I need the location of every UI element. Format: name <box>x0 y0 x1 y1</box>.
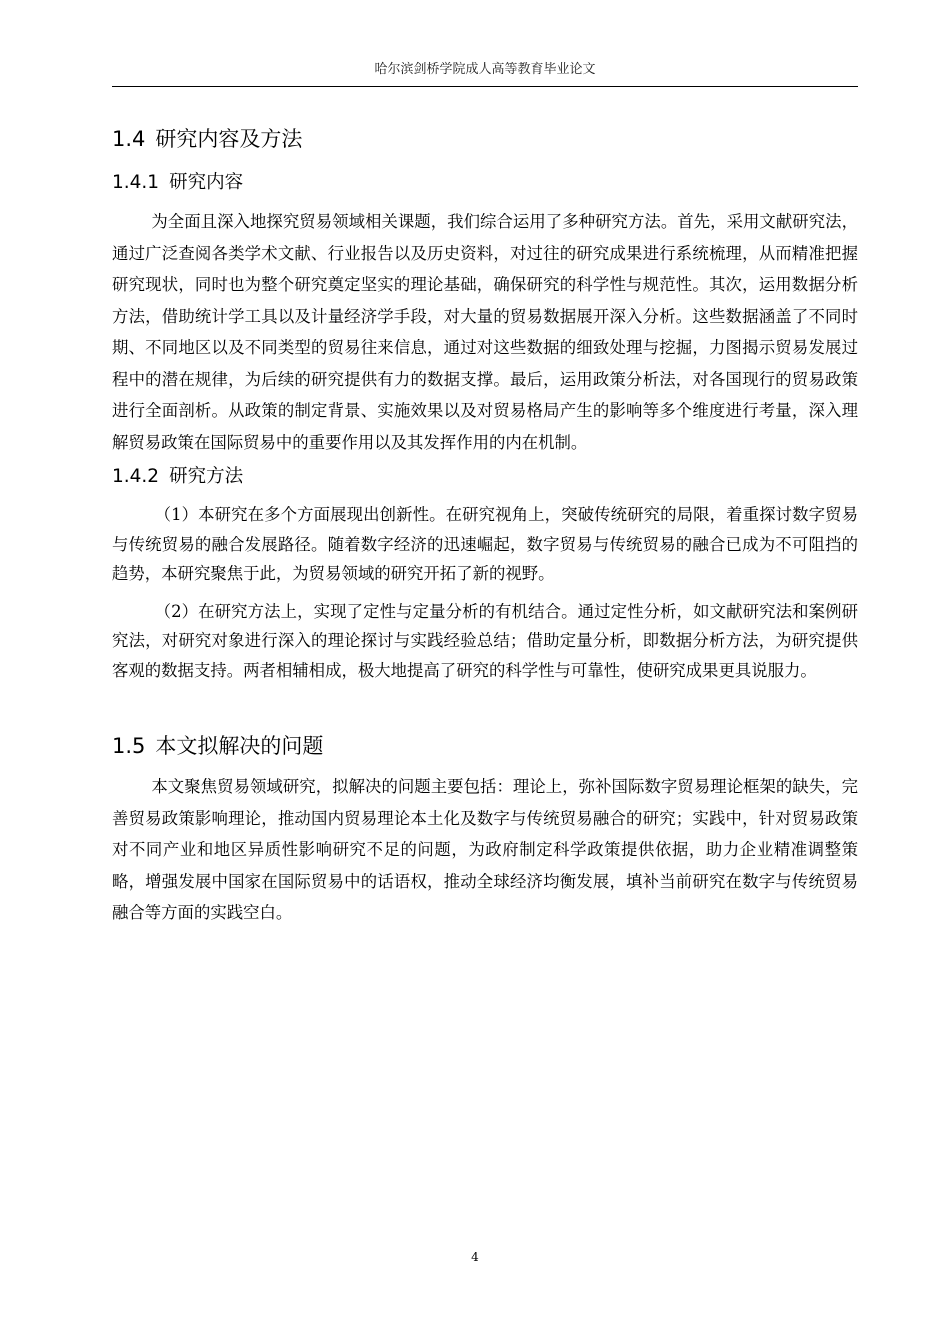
section-heading-1-5 <box>112 725 858 767</box>
section-number: 1.4 <box>112 127 146 151</box>
paragraph-method-1: （1）本研究在多个方面展现出创新性。在研究视角上，突破传统研究的局限，着重探讨数字贸易与传统贸易的融合发展路径。随着数字经济的迅速崛起，数字贸易与传统贸易的融合已成为不可阻挡的趋势，本研究聚焦于此，为贸易领域的研究开拓了新的视野。 <box>112 505 858 583</box>
subsection-title: 研究内容 <box>169 172 244 193</box>
subsection-heading-1-4-1 <box>112 164 858 202</box>
paragraph-problems: 本文聚焦贸易领域研究，拟解决的问题主要包括：理论上，弥补国际数字贸易理论框架的缺失，完善贸易政策影响理论，推动国内贸易理论本土化及数字与传统贸易融合的研究；实践中，针对贸易政策对不同产业和地区异质性影响研究不足的问题，为政府制定科学政策提供依据，助力企业精准调整策略，增强发展中国家在国际贸易中的话语权，推动全球经济均衡发展，填补当前研究在数字与传统贸易融合等方面的实践空白。 <box>112 777 858 922</box>
paragraph-method-2: （2）在研究方法上，实现了定性与定量分析的有机结合。通过定性分析，如文献研究法和案例研究法，对研究对象进行深入的理论探讨与实践经验总结；借助定量分析，即数据分析方法，为研究提供客观的数据支持。两者相辅相成，极大地提高了研究的科学性与可靠性，使研究成果更具说服力。 <box>112 601 858 680</box>
page-body <box>112 118 858 929</box>
subsection-number: 1.4.1 <box>112 172 160 193</box>
subsection-heading-1-4-2 <box>112 458 858 496</box>
subsection-title: 研究方法 <box>169 466 244 487</box>
section-number: 1.5 <box>112 734 146 758</box>
section-heading-1-4 <box>112 118 858 160</box>
page-header: 哈尔滨剑桥学院成人高等教育毕业论文 <box>374 62 596 77</box>
section-title: 本文拟解决的问题 <box>155 734 324 758</box>
header-divider <box>112 86 858 87</box>
page-number: 4 <box>471 1250 479 1264</box>
paragraph-research-content: 为全面且深入地探究贸易领域相关课题，我们综合运用了多种研究方法。首先，采用文献研究法，通过广泛查阅各类学术文献、行业报告以及历史资料，对过往的研究成果进行系统梳理，从而精准把握研究现状，同时也为整个研究奠定坚实的理论基础，确保研究的科学性与规范性。其次，运用数据分析方法，借助统计学工具以及计量经济学手段，对大量的贸易数据展开深入分析。这些数据涵盖了不同时期、不同地区以及不同类型的贸易往来信息，通过对这些数据的细致处理与挖掘，力图揭示贸易发展过程中的潜在规律，为后续的研究提供有力的数据支撑。最后，运用政策分析法，对各国现行的贸易政策进行全面剖析。从政策的制定背景、实施效果以及对贸易格局产生的影响等多个维度进行考量，深入理解贸易政策在国际贸易中的重要作用以及其发挥作用的内在机制。 <box>112 212 858 452</box>
section-title: 研究内容及方法 <box>155 127 303 151</box>
subsection-number: 1.4.2 <box>112 466 160 487</box>
